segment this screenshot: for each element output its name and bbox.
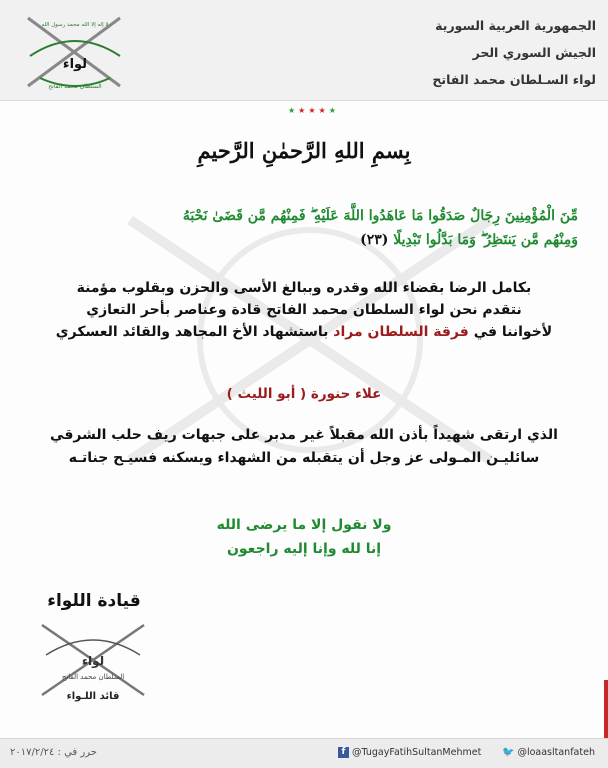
side-accent-bar <box>604 680 608 738</box>
army-name: الجيش السوري الحر <box>472 45 596 60</box>
verse-number: (٢٣) <box>360 232 389 248</box>
martyr-name: علاء حنورة ( أبو الليث ) <box>226 386 382 402</box>
martyr-line-2: سائليـن المـولى عز وجل أن يتقبله من الشهداء ويسكنه فسيـح جناتـه <box>68 450 540 466</box>
martyr-paragraph <box>20 424 588 470</box>
condolence-paragraph <box>20 277 588 343</box>
facebook-link[interactable] <box>338 747 481 758</box>
martyr-line-1: الذي ارتقى شهيداً بأذن الله مقبلاً غير مدبر على جبهات ريف حلب الشرقي <box>50 427 558 443</box>
letterhead <box>0 0 608 101</box>
closing-line-1: ولا نقول إلا ما يرضى الله <box>216 517 392 533</box>
twitter-icon: 🐦 <box>502 747 515 758</box>
logo-arc-text: لا إله إلا الله محمد رسول الله <box>41 22 109 28</box>
facebook-icon: f <box>338 747 349 758</box>
brigade-logo <box>20 6 130 96</box>
condolence-line-3a: لأخواننا في <box>473 324 553 340</box>
condolence-line-1: بكامل الرضا بقضاء الله وقدره وببالغ الأسى والحزن وبقلوب مؤمنة <box>76 280 532 296</box>
brigade-name: لواء السـلطان محمد الفاتح <box>432 72 596 87</box>
stamp-text: لواء <box>81 654 105 668</box>
footer <box>0 738 608 768</box>
letterhead-text <box>432 12 596 93</box>
twitter-link[interactable] <box>502 747 595 758</box>
signature-stamp <box>32 615 154 710</box>
stamp-bottom-text: قائد اللـواء <box>66 691 120 702</box>
closing-lines <box>0 513 608 561</box>
division-name: فرقة السلطان مراد <box>333 324 469 340</box>
facebook-handle: @TugayFatihSultanMehmet <box>352 747 482 758</box>
twitter-handle: @loaasltanfateh <box>517 747 595 758</box>
signature-title: قيادة اللواء <box>47 591 141 611</box>
quran-verse <box>30 204 578 252</box>
condolence-line-3 <box>20 321 588 343</box>
condolence-line-2: نتقدم نحن لواء السلطان محمد الفاتح قادة وعناصر بأحر التعازي <box>86 302 522 318</box>
logo-subtext: السلطان محمد الفاتح <box>48 83 102 90</box>
condolence-line-3b: باستشهاد الأخ المجاهد والقائد العسكري <box>55 324 329 340</box>
closing-line-2: إنا لله وإنا إليه راجعون <box>226 541 382 557</box>
country-name: الجمهورية العربية السورية <box>435 18 596 33</box>
basmala: بِسمِ اللهِ الرَّحمٰنِ الرَّحيمِ <box>197 138 411 163</box>
flag-stars: ★★★★★ <box>288 106 339 115</box>
stamp-subtext: السلطان محمد الفاتح <box>61 673 125 681</box>
verse-part-2: وَمِنْهُم مَّن يَنتَظِرُ ۖ وَمَا بَدَّلُوا تَبْدِيلًا <box>393 232 578 248</box>
date-stamp: حرر في : ٢٠١٧/٢/٢٤ <box>10 747 97 758</box>
verse-part-1: مِّنَ الْمُؤْمِنِينَ رِجَالٌ صَدَقُوا مَا عَاهَدُوا اللَّهَ عَلَيْهِ ۖ فَمِنْهُم مَّن قَضَىٰ نَحْبَهُ <box>182 208 578 224</box>
logo-text: لواء <box>62 57 88 72</box>
